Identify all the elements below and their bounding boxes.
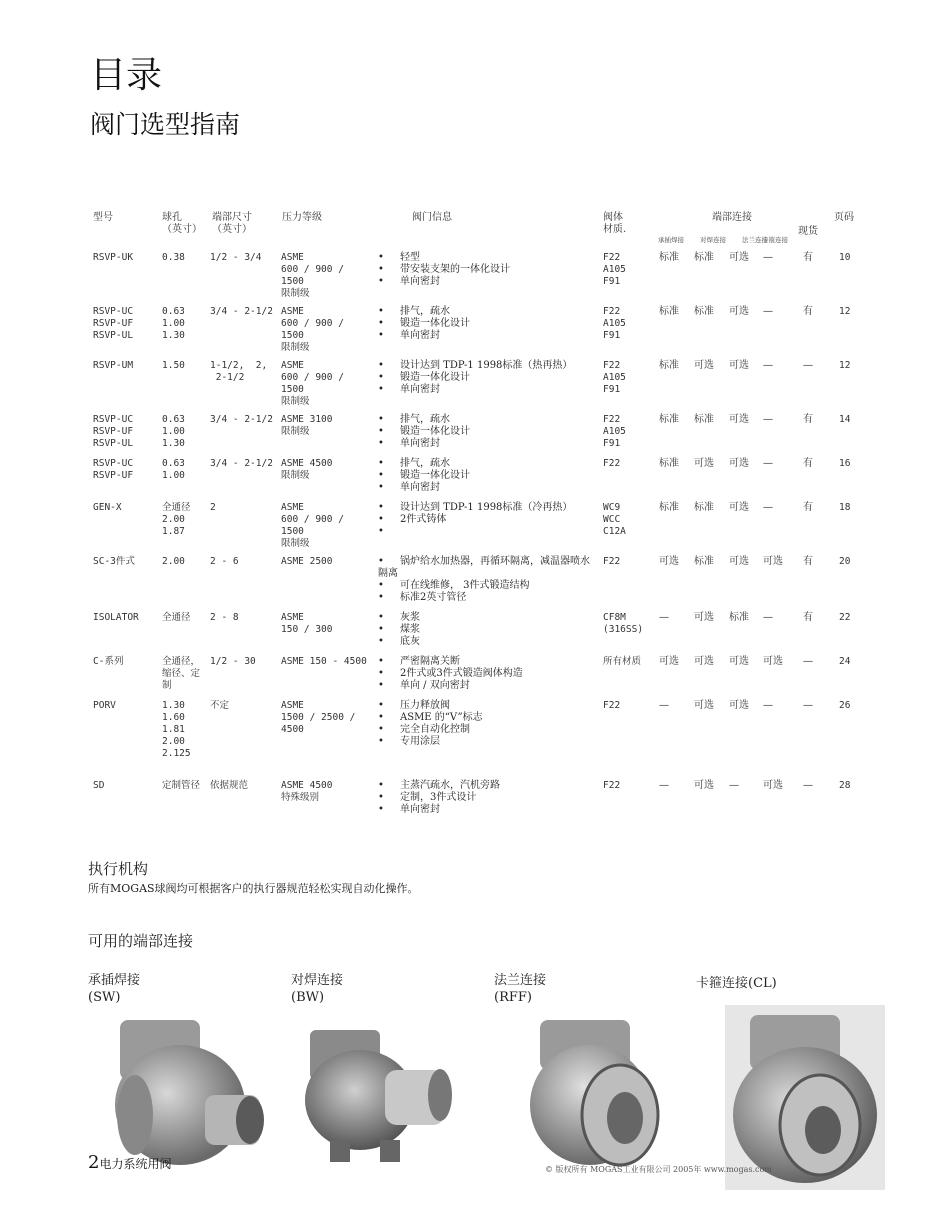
info-text: 主蒸汽疏水，汽机旁路 (400, 780, 500, 791)
bullet-icon: • (378, 804, 384, 815)
info-text: 排气，疏水 (400, 414, 450, 425)
table-cell-pressure: ASME 3100 限制级 (281, 414, 333, 437)
table-cell-cl: — (763, 612, 773, 623)
info-text: 单向密封 (400, 804, 440, 815)
table-cell-sw: — (659, 780, 669, 791)
info-bullet (378, 612, 420, 624)
table-cell-bw: 标准 (694, 252, 714, 263)
header-page: 页码 (834, 212, 854, 223)
info-bullet (378, 624, 420, 636)
bullet-icon: • (378, 458, 384, 469)
table-cell-material: WC9 WCC C12A (603, 502, 626, 537)
table-cell-bore: 1.50 (162, 360, 185, 371)
info-text: 压力释放阀 (400, 700, 450, 711)
table-cell-page: 12 (839, 306, 851, 317)
table-cell-material: F22 (603, 458, 621, 469)
bullet-icon: • (378, 330, 384, 341)
table-cell-cl: — (763, 700, 773, 711)
table-cell-stock: 有 (803, 556, 813, 567)
info-bullet (378, 458, 470, 470)
table-cell-model: RSVP-UC RSVP-UF RSVP-UL (93, 414, 134, 449)
info-text: 锅炉给水加热器，再循环隔离，减温器喷水隔离 (378, 556, 590, 579)
table-cell-pressure: ASME 600 / 900 / 1500 限制级 (281, 360, 344, 407)
table-cell-sw: 可选 (659, 556, 679, 567)
info-bullet (378, 252, 510, 264)
table-cell-bore: 0.38 (162, 252, 185, 263)
table-cell-material: F22 A105 F91 (603, 306, 626, 341)
info-text: 锻造一体化设计 (400, 372, 470, 383)
info-bullet (378, 306, 470, 318)
info-bullet (378, 724, 483, 736)
table-cell-material: F22 A105 F91 (603, 252, 626, 287)
bullet-icon: • (378, 384, 384, 395)
valve-cl-image (725, 1005, 885, 1190)
info-bullet (378, 318, 470, 330)
footer-page-info (88, 1152, 171, 1173)
actuator-text: 所有MOGAS球阀均可根据客户的执行器规范轻松实现自动化操作。 (88, 882, 419, 895)
table-cell-sw: 标准 (659, 502, 679, 513)
connection-label-bw: 对焊连接 (BW) (291, 973, 344, 1005)
header-end-flange: 法兰连接 (742, 236, 768, 244)
info-text: 单向密封 (400, 482, 440, 493)
table-cell-sw: 标准 (659, 360, 679, 371)
bullet-icon: • (378, 372, 384, 383)
footer-section: 电力系统用阀 (99, 1157, 172, 1171)
table-cell-pressure: ASME 600 / 900 / 1500 限制级 (281, 252, 344, 299)
table-cell-size: 2 - 8 (210, 612, 239, 623)
table-cell-flange: 可选 (729, 502, 749, 513)
table-cell-model: PORV (93, 700, 116, 711)
table-cell-size: 3/4 - 2-1/2 (210, 458, 273, 469)
table-cell-size: 2 (210, 502, 216, 513)
table-cell-stock: — (803, 780, 813, 791)
info-text: 单向密封 (400, 276, 440, 287)
header-stock: 现货 (798, 226, 818, 237)
header-material: 阀体 材质. (603, 212, 627, 235)
info-text: 排气，疏水 (400, 306, 450, 317)
info-text: 底灰 (400, 636, 420, 647)
table-cell-size: 1/2 - 30 (210, 656, 256, 667)
table-cell-cl: 可选 (763, 656, 783, 667)
table-cell-bore: 0.63 1.00 1.30 (162, 306, 185, 341)
info-bullet (378, 636, 420, 648)
table-cell-page: 24 (839, 656, 851, 667)
table-cell-cl: — (763, 502, 773, 513)
table-cell-page: 16 (839, 458, 851, 469)
table-cell-info (378, 414, 470, 450)
table-cell-flange: 可选 (729, 458, 749, 469)
bullet-icon: • (378, 502, 384, 513)
table-cell-page: 22 (839, 612, 851, 623)
table-cell-model: RSVP-UC RSVP-UF (93, 458, 134, 481)
info-text: 2件式铸体 (400, 514, 447, 525)
table-cell-bw: 可选 (694, 360, 714, 371)
footer-copyright: © 版权所有 MOGAS工业有限公司 2005年 www.mogas.com (545, 1165, 772, 1174)
table-cell-cl: — (763, 306, 773, 317)
table-cell-bw: 可选 (694, 612, 714, 623)
bullet-icon: • (378, 514, 384, 525)
bullet-icon: • (378, 276, 384, 287)
bullet-icon: • (378, 712, 384, 723)
table-cell-model: RSVP-UM (93, 360, 134, 371)
info-text: 标准2英寸管径 (400, 592, 467, 603)
table-cell-bore: 1.30 1.60 1.81 2.00 2.125 (162, 700, 191, 759)
table-cell-info (378, 700, 483, 748)
bullet-icon: • (378, 414, 384, 425)
header-end-cl: 卡箍连接 (762, 236, 788, 244)
table-cell-info (378, 780, 500, 816)
info-text: 单向 / 双向密封 (400, 680, 470, 691)
info-text: 轻型 (400, 252, 420, 263)
bullet-icon: • (378, 426, 384, 437)
info-bullet (378, 804, 500, 816)
page-number: 2 (88, 1152, 100, 1173)
table-cell-info (378, 306, 470, 342)
table-cell-bore: 0.63 1.00 (162, 458, 185, 481)
info-text: 可在线维修， 3件式锻造结构 (400, 580, 530, 591)
table-cell-page: 26 (839, 700, 851, 711)
info-bullet (378, 384, 598, 396)
info-bullet (378, 556, 598, 580)
header-end-connection: 端部连接 (712, 212, 752, 223)
table-cell-page: 10 (839, 252, 851, 263)
table-cell-cl: — (763, 414, 773, 425)
bullet-icon: • (378, 668, 384, 679)
table-cell-cl: 可选 (763, 780, 783, 791)
table-cell-model: GEN-X (93, 502, 122, 513)
table-cell-page: 28 (839, 780, 851, 791)
table-cell-page: 12 (839, 360, 851, 371)
table-cell-pressure: ASME 600 / 900 / 1500 限制级 (281, 306, 344, 353)
table-cell-sw: 可选 (659, 656, 679, 667)
table-cell-page: 18 (839, 502, 851, 513)
info-bullet (378, 414, 470, 426)
table-cell-page: 20 (839, 556, 851, 567)
info-bullet (378, 712, 483, 724)
info-bullet (378, 680, 523, 692)
table-cell-size: 1-1/2, 2, 2-1/2 (210, 360, 268, 383)
bullet-icon: • (378, 700, 384, 711)
info-text: 煤浆 (400, 624, 420, 635)
table-cell-flange: 可选 (729, 700, 749, 711)
table-cell-pressure: ASME 4500 特殊级别 (281, 780, 333, 803)
table-cell-sw: 标准 (659, 252, 679, 263)
header-end-sw: 承插焊接 (658, 236, 684, 244)
table-cell-material: CF8M (316SS) (603, 612, 644, 635)
table-cell-pressure: ASME 4500 限制级 (281, 458, 333, 481)
connections-title: 可用的端部连接 (88, 932, 194, 950)
table-cell-pressure: ASME 600 / 900 / 1500 限制级 (281, 502, 344, 549)
bullet-icon: • (378, 724, 384, 735)
table-cell-flange: 可选 (729, 414, 749, 425)
page-title: 目录 (90, 55, 163, 96)
info-bullet (378, 668, 523, 680)
header-end-size: 端部尺寸 （英寸） (212, 212, 252, 235)
bullet-icon: • (378, 470, 384, 481)
table-cell-bw: 标准 (694, 414, 714, 425)
table-cell-sw: 标准 (659, 458, 679, 469)
table-cell-flange: 可选 (729, 556, 749, 567)
bullet-icon: • (378, 482, 384, 493)
header-info: 阀门信息 (412, 212, 452, 223)
table-cell-page: 14 (839, 414, 851, 425)
bullet-icon: • (378, 360, 384, 371)
table-cell-material: F22 (603, 780, 621, 791)
table-cell-info (378, 252, 510, 288)
table-cell-pressure: ASME 150 - 4500 (281, 656, 367, 667)
valve-rff-image (520, 1010, 670, 1170)
info-bullet (378, 514, 598, 526)
page-subtitle: 阀门选型指南 (90, 110, 241, 139)
table-cell-info (378, 458, 470, 494)
info-bullet (378, 580, 598, 592)
table-cell-flange: 可选 (729, 252, 749, 263)
table-cell-stock: 有 (803, 252, 813, 263)
table-cell-pressure: ASME 2500 (281, 556, 333, 567)
bullet-icon: • (378, 318, 384, 329)
table-cell-bw: 可选 (694, 656, 714, 667)
info-bullet (378, 700, 483, 712)
bullet-icon: • (378, 656, 384, 667)
table-cell-cl: — (763, 458, 773, 469)
table-cell-size: 依据规范 (210, 780, 249, 791)
table-cell-material: F22 A105 F91 (603, 360, 626, 395)
table-cell-stock: 有 (803, 458, 813, 469)
info-bullet (378, 780, 500, 792)
table-cell-model: SC-3件式 (93, 556, 135, 567)
info-bullet (378, 372, 598, 384)
info-bullet (378, 276, 510, 288)
table-cell-info (378, 612, 420, 648)
info-bullet (378, 360, 598, 372)
table-cell-info (378, 360, 598, 396)
bullet-icon: • (378, 592, 384, 603)
table-cell-bw: 可选 (694, 700, 714, 711)
table-cell-material: F22 (603, 556, 621, 567)
table-cell-bore: 0.63 1.00 1.30 (162, 414, 185, 449)
info-bullet (378, 426, 470, 438)
table-cell-stock: 有 (803, 414, 813, 425)
table-cell-bore: 2.00 (162, 556, 185, 567)
table-cell-bw: 标准 (694, 502, 714, 513)
table-cell-size: 3/4 - 2-1/2 (210, 414, 273, 425)
info-bullet (378, 656, 523, 668)
table-cell-size: 不定 (210, 700, 230, 711)
table-cell-bore: 全通径 (162, 612, 191, 623)
info-text: ASME 的“V”标志 (400, 712, 483, 723)
table-cell-model: RSVP-UC RSVP-UF RSVP-UL (93, 306, 134, 341)
info-bullet (378, 502, 598, 514)
table-cell-size: 3/4 - 2-1/2 (210, 306, 273, 317)
table-cell-bw: 可选 (694, 458, 714, 469)
table-cell-model: C-系列 (93, 656, 124, 667)
bullet-icon: • (378, 306, 384, 317)
info-text: 完全自动化控制 (400, 724, 470, 735)
table-cell-pressure: ASME 150 / 300 (281, 612, 333, 635)
connection-label-sw: 承插焊接 (SW) (88, 973, 141, 1005)
bullet-icon: • (378, 780, 384, 791)
info-text: 专用涂层 (400, 736, 440, 747)
bullet-icon: • (378, 680, 384, 691)
table-cell-material: F22 A105 F91 (603, 414, 626, 449)
table-cell-pressure: ASME 1500 / 2500 / 4500 (281, 700, 356, 735)
info-bullet (378, 470, 470, 482)
table-cell-stock: — (803, 656, 813, 667)
header-end-bw: 对焊连接 (700, 236, 726, 244)
table-cell-flange: 标准 (729, 612, 749, 623)
info-text: 灰浆 (400, 612, 420, 623)
info-text: 带安装支架的一体化设计 (400, 264, 510, 275)
info-bullet (378, 330, 470, 342)
info-bullet (378, 792, 500, 804)
info-text: 单向密封 (400, 438, 440, 449)
table-cell-flange: 可选 (729, 306, 749, 317)
table-cell-bw: 标准 (694, 306, 714, 317)
table-cell-stock: 有 (803, 612, 813, 623)
connection-label-cl: 卡箍连接(CL) (696, 976, 777, 991)
info-bullet (378, 264, 510, 276)
table-cell-info (378, 656, 523, 692)
info-bullet (378, 526, 598, 538)
info-bullet (378, 592, 598, 604)
table-cell-sw: — (659, 700, 669, 711)
header-model: 型号 (93, 212, 113, 223)
table-cell-model: SD (93, 780, 105, 791)
bullet-icon: • (378, 252, 384, 263)
table-cell-bore: 全通径， 缩径、定 制 (162, 656, 201, 691)
table-cell-size: 2 - 6 (210, 556, 239, 567)
info-text: 单向密封 (400, 384, 440, 395)
table-cell-cl: — (763, 252, 773, 263)
bullet-icon: • (378, 792, 384, 803)
bullet-icon: • (378, 526, 384, 537)
info-text: 设计达到 TDP-1 1998标准（热再热） (400, 360, 573, 371)
table-cell-flange: 可选 (729, 656, 749, 667)
table-cell-cl: 可选 (763, 556, 783, 567)
bullet-icon: • (378, 580, 384, 591)
table-cell-info (378, 556, 598, 604)
valve-bw-image (290, 1010, 460, 1170)
info-text: 单向密封 (400, 330, 440, 341)
info-text: 2件式或3件式锻造阀体构造 (400, 668, 523, 679)
table-cell-info (378, 502, 598, 538)
table-cell-stock: 有 (803, 502, 813, 513)
table-cell-material: 所有材质 (603, 656, 642, 667)
info-text: 设计达到 TDP-1 1998标准（冷再热） (400, 502, 573, 513)
info-text: 排气，疏水 (400, 458, 450, 469)
info-bullet (378, 438, 470, 450)
info-bullet (378, 482, 470, 494)
info-text: 锻造一体化设计 (400, 470, 470, 481)
bullet-icon: • (378, 624, 384, 635)
table-cell-flange: — (729, 780, 739, 791)
info-text: 严密隔离关断 (400, 656, 460, 667)
table-cell-bw: 可选 (694, 780, 714, 791)
info-text: 定制，3件式设计 (400, 792, 477, 803)
table-cell-bore: 全通径 2.00 1.87 (162, 502, 191, 537)
table-cell-cl: — (763, 360, 773, 371)
bullet-icon: • (378, 612, 384, 623)
bullet-icon: • (378, 636, 384, 647)
bullet-icon: • (378, 736, 384, 747)
table-cell-material: F22 (603, 700, 621, 711)
table-cell-sw: 标准 (659, 306, 679, 317)
info-bullet (378, 736, 483, 748)
table-cell-bore: 定制管径 (162, 780, 201, 791)
info-text: 锻造一体化设计 (400, 318, 470, 329)
connection-label-rff: 法兰连接 (RFF) (494, 973, 547, 1005)
table-cell-sw: 标准 (659, 414, 679, 425)
table-cell-model: ISOLATOR (93, 612, 139, 623)
header-bore: 球孔 （英寸） (162, 212, 202, 235)
table-cell-flange: 可选 (729, 360, 749, 371)
table-cell-stock: 有 (803, 306, 813, 317)
header-pressure: 压力等级 (282, 212, 322, 223)
table-cell-sw: — (659, 612, 669, 623)
bullet-icon: • (378, 556, 384, 567)
bullet-icon: • (378, 438, 384, 449)
table-cell-model: RSVP-UK (93, 252, 134, 263)
table-cell-size: 1/2 - 3/4 (210, 252, 262, 263)
info-text: 锻造一体化设计 (400, 426, 470, 437)
table-cell-bw: 标准 (694, 556, 714, 567)
actuator-title: 执行机构 (88, 860, 149, 878)
table-cell-stock: — (803, 360, 813, 371)
table-cell-stock: — (803, 700, 813, 711)
bullet-icon: • (378, 264, 384, 275)
